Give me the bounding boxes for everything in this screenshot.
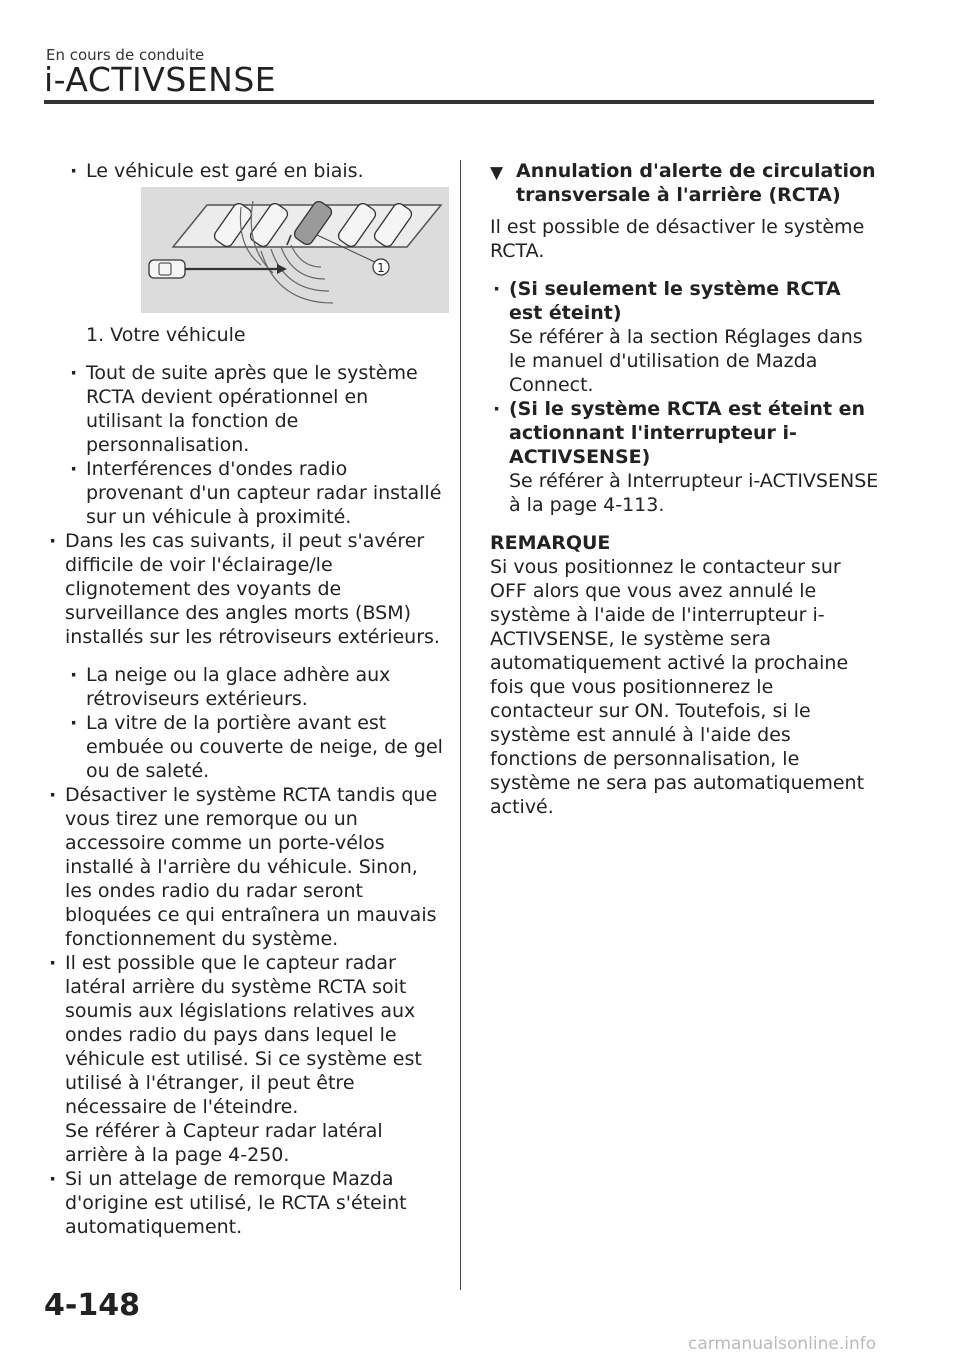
remark-body: Si vous positionnez le contacteur sur OFF alors que vous avez annulé le système à l'aide de l'interrupteur i-ACTIVSENSE, le système sera automatiquement activé la prochaine fois que vous positionnerez le contacteur sur ON. Toutefois, si le système est annulé à l'aide des fonctions de personnalisation, le système ne sera pas automatiquement activé. bbox=[490, 556, 865, 818]
bullet-dot-icon: · bbox=[70, 458, 78, 480]
bullet-text: Le véhicule est garé en biais. bbox=[86, 160, 364, 182]
bullet-dot-icon: · bbox=[70, 664, 78, 686]
parking-diagram bbox=[141, 187, 449, 313]
bullet-text: Se référer à la section Réglages dans le manuel d'utilisation de Mazda Connect. bbox=[509, 326, 863, 396]
bullet-dot-icon: · bbox=[70, 160, 78, 182]
bullet-text: Interférences d'ondes radio provenant d'un capteur radar installé sur un véhicule à proximité. bbox=[86, 458, 442, 528]
bullet-dot-icon: · bbox=[49, 530, 57, 552]
bullet-text: Tout de suite après que le système RCTA devient opérationnel en utilisant la fonction de personnalisation. bbox=[86, 362, 418, 456]
triangle-down-icon: ▼ bbox=[490, 163, 504, 183]
approaching-car-icon bbox=[149, 260, 185, 278]
right-column bbox=[490, 159, 880, 819]
bullet-neige bbox=[46, 663, 446, 711]
bullet-dot-icon: · bbox=[49, 784, 57, 806]
section-heading-text: Annulation d'alerte de circulation transversale à l'arrière (RCTA) bbox=[516, 160, 876, 206]
bullet-tout-suite bbox=[46, 361, 446, 457]
bullet-dot-icon: · bbox=[70, 362, 78, 384]
page-title: i-ACTIVSENSE bbox=[44, 60, 277, 99]
header-section-label: En cours de conduite bbox=[46, 46, 205, 64]
bullet-dot-icon: · bbox=[493, 278, 501, 300]
bullet-dot-icon: · bbox=[493, 398, 501, 420]
section-heading bbox=[490, 159, 880, 207]
figure-caption: 1. Votre véhicule bbox=[86, 324, 246, 346]
header-rule bbox=[44, 100, 874, 104]
bullet-dot-icon: · bbox=[49, 1168, 57, 1190]
column-divider bbox=[460, 160, 461, 1290]
left-column bbox=[46, 159, 446, 1239]
bullet-interferences bbox=[46, 457, 446, 529]
page-number: 4-148 bbox=[44, 1288, 140, 1323]
remark-title: REMARQUE bbox=[490, 532, 611, 554]
callout-number: 1 bbox=[377, 261, 385, 275]
watermark: carmanualsonline.info bbox=[688, 1334, 877, 1354]
bullet-text: Désactiver le système RCTA tandis que vous tirez une remorque ou un accessoire comme un porte-vélos installé à l'arrière du véhicule. Sinon, les ondes radio du radar seront bloquées ce qui entraînera un mauvais fonctionnement du système. bbox=[65, 784, 438, 950]
bullet-attelage bbox=[46, 1167, 446, 1239]
bullet-gare-biais bbox=[46, 159, 446, 183]
cross-reference-text: Se référer à Capteur radar latéral arrière à la page 4-250. bbox=[65, 1120, 383, 1166]
bullet-dot-icon: · bbox=[70, 712, 78, 734]
bullet-heading: (Si le système RCTA est éteint en actionnant l'interrupteur i-ACTIVSENSE) bbox=[509, 398, 866, 468]
intro-paragraph: Il est possible de désactiver le système RCTA. bbox=[490, 216, 865, 262]
bullet-dot-icon: · bbox=[49, 952, 57, 974]
bullet-possible bbox=[46, 951, 446, 1167]
bullet-seulement-eteint bbox=[490, 277, 880, 397]
bullet-text: Dans les cas suivants, il peut s'avérer difficile de voir l'éclairage/le clignotement des voyants de surveillance des angles morts (BSM) installés sur les rétroviseurs extérieurs. bbox=[65, 530, 440, 648]
bullet-interrupteur bbox=[490, 397, 880, 517]
bullet-text: La neige ou la glace adhère aux rétroviseurs extérieurs. bbox=[86, 664, 391, 710]
bullet-heading: (Si seulement le système RCTA est éteint) bbox=[509, 278, 841, 324]
bullet-text: Si un attelage de remorque Mazda d'origine est utilisé, le RCTA s'éteint automatiquement. bbox=[65, 1168, 407, 1238]
bullet-text: La vitre de la portière avant est embuée ou couverte de neige, de gel ou de saleté. bbox=[86, 712, 443, 782]
bullet-text: Se référer à Interrupteur i-ACTIVSENSE à la page 4-113. bbox=[509, 470, 879, 516]
bullet-text: Il est possible que le capteur radar latéral arrière du système RCTA soit soumis aux législations relatives aux ondes radio du pays dans lequel le véhicule est utilisé. Si ce système est utilisé à l'étranger, il peut être nécessaire de l'éteindre. bbox=[65, 952, 422, 1118]
bullet-desactiver bbox=[46, 783, 446, 951]
bullet-vitre bbox=[46, 711, 446, 783]
bullet-dans-cas bbox=[46, 529, 446, 649]
